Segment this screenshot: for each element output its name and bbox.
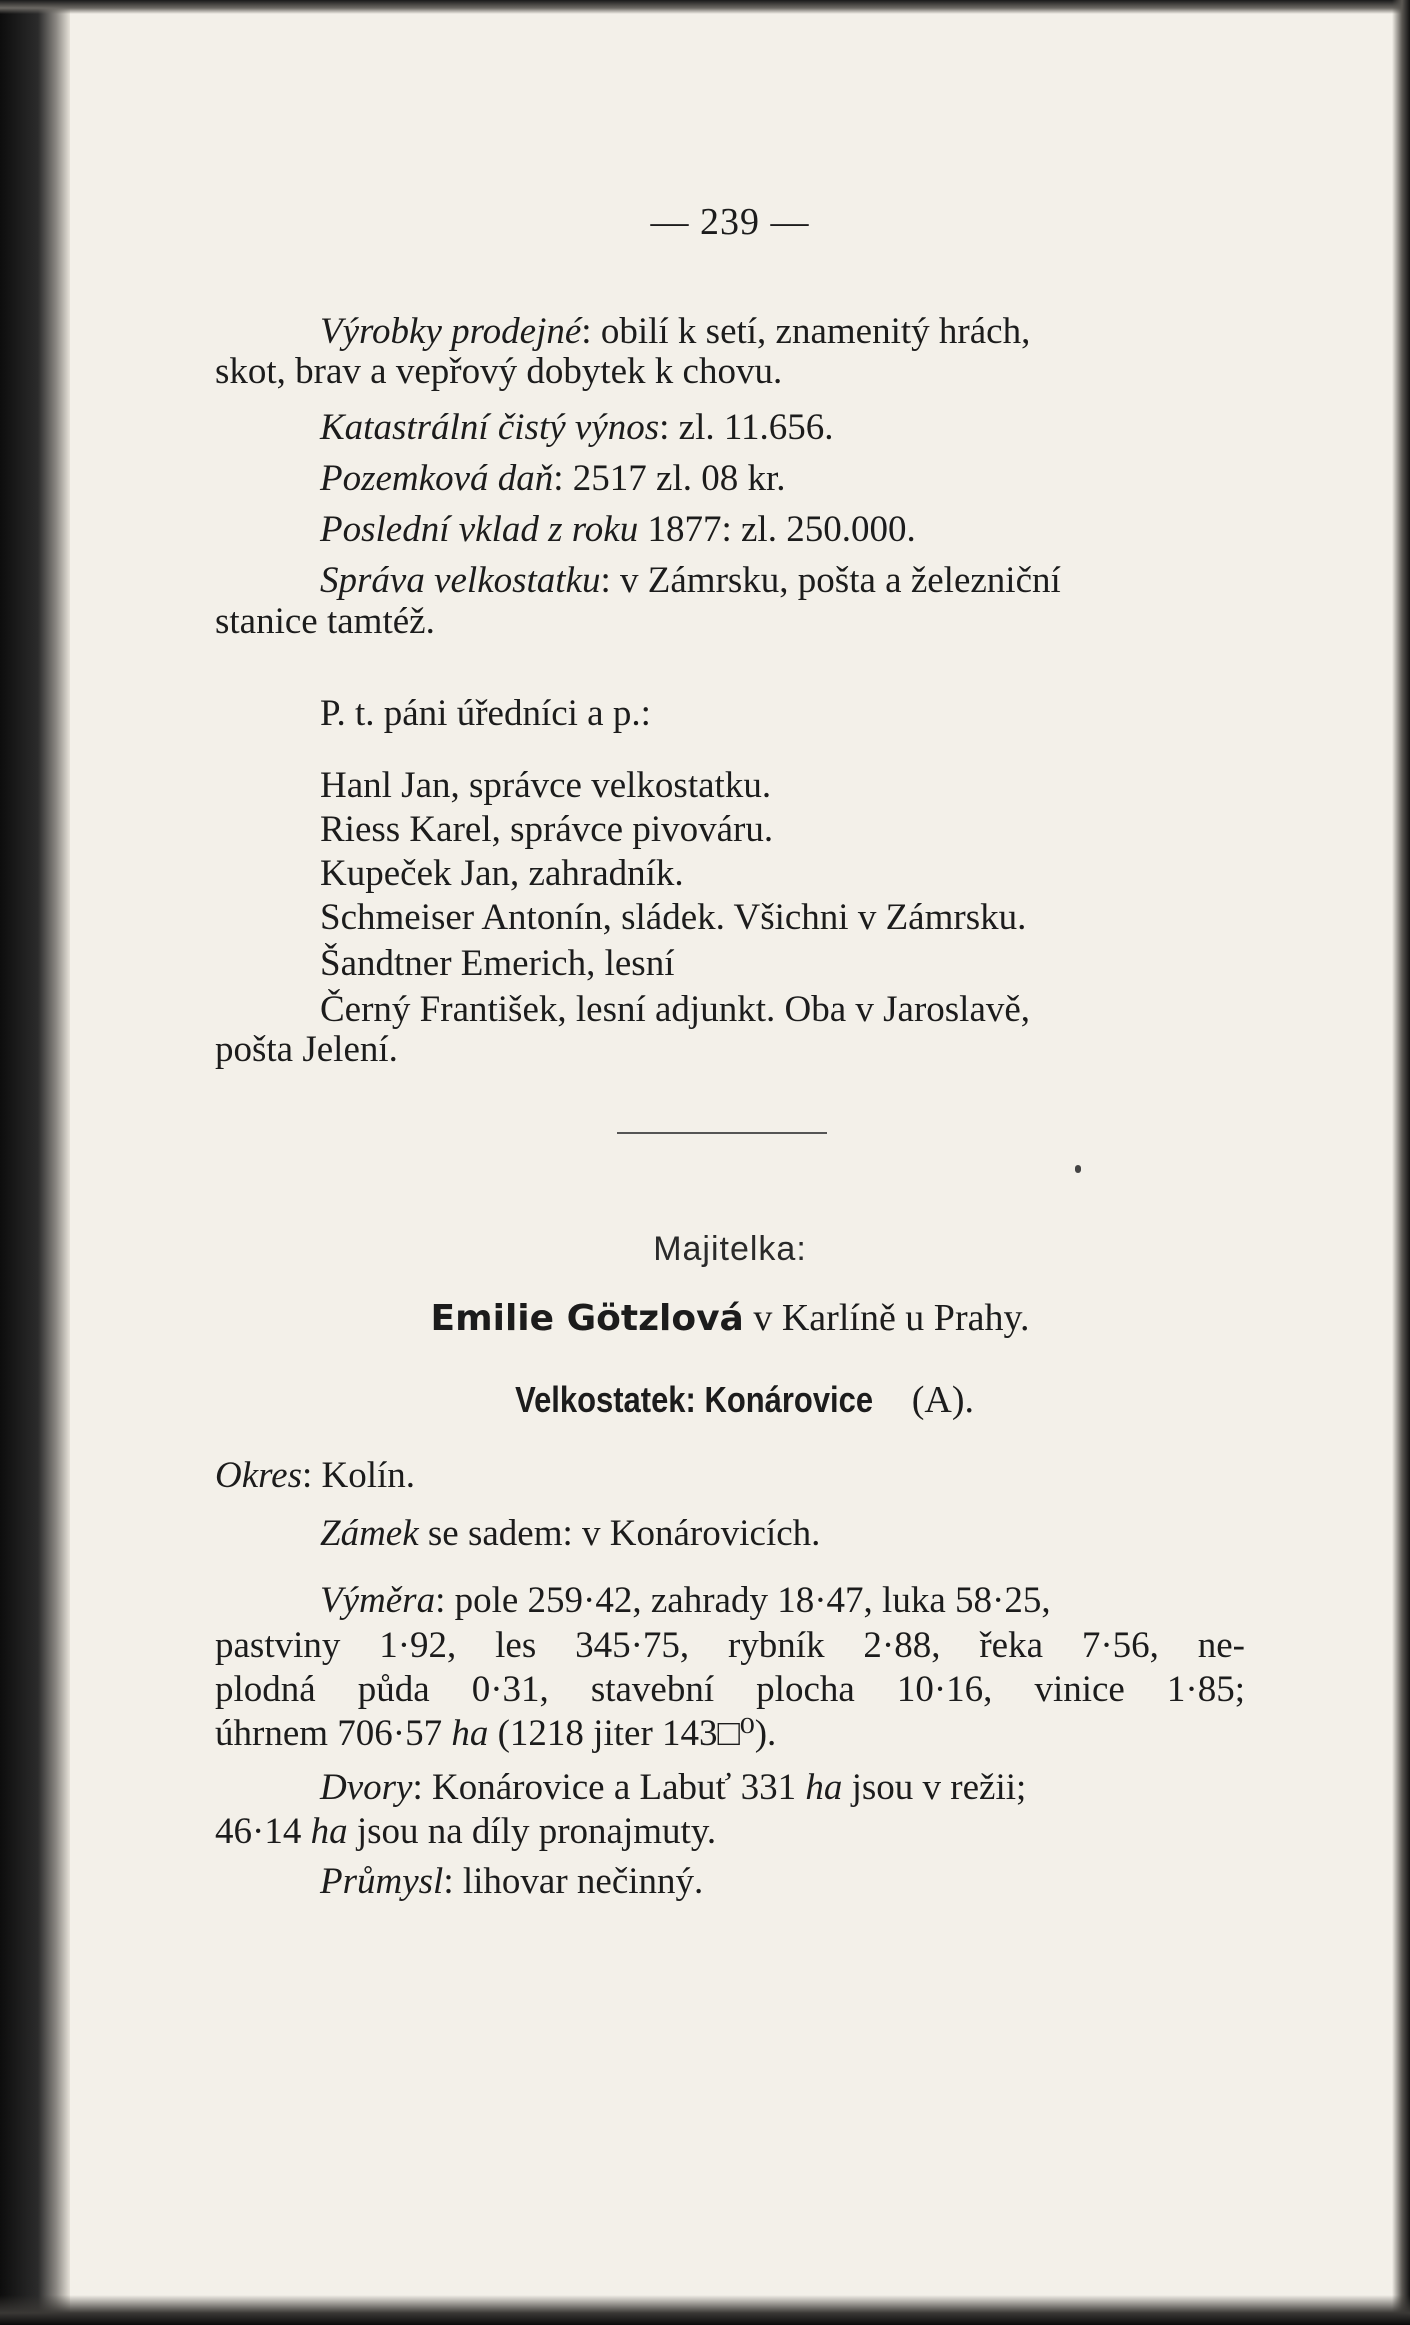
official-entry: pošta Jelení. bbox=[215, 1029, 398, 1070]
land-tax-text: : 2517 zl. 08 kr. bbox=[553, 458, 786, 499]
chateau-line bbox=[320, 1510, 820, 1558]
area-label: Výměra bbox=[320, 1580, 436, 1621]
farmyards-line-1 bbox=[320, 1764, 1026, 1812]
owner-label: Majitelka: bbox=[653, 1230, 807, 1268]
farmyards-text-1: : Konárovice a Labuť 331 bbox=[412, 1767, 806, 1808]
administration-text: : v Zámrsku, pošta a železniční bbox=[600, 560, 1061, 601]
district-label: Okres bbox=[215, 1455, 302, 1496]
products-line-2: skot, brav a vepřový dobytek k chovu. bbox=[215, 351, 783, 392]
farmyards-text-4: jsou na díly pronajmuty. bbox=[347, 1811, 717, 1852]
estate-line bbox=[215, 1378, 1245, 1422]
chateau-label: Zámek bbox=[320, 1513, 419, 1554]
area-line-1 bbox=[320, 1577, 1051, 1625]
last-deposit-label: Poslední vklad z roku bbox=[320, 509, 639, 550]
cadastral-yield-line bbox=[320, 404, 834, 452]
farmyards-line-2 bbox=[215, 1808, 716, 1856]
area-line-3: plodná půda 0·31, stavební plocha 10·16, vinice 1·85; bbox=[215, 1669, 1245, 1710]
page-content bbox=[215, 0, 1245, 2325]
owner-name: Emilie Götzlová bbox=[430, 1298, 744, 1339]
cadastral-yield-text: : zl. 11.656. bbox=[659, 407, 834, 448]
official-entry: Šandtner Emerich, lesní bbox=[320, 943, 675, 984]
farmyards-text-3: 46·14 bbox=[215, 1811, 311, 1852]
hectare-unit: ha bbox=[310, 1811, 348, 1852]
chateau-text: se sadem: v Konárovicích. bbox=[418, 1513, 821, 1554]
farmyards-text-2: jsou v režii; bbox=[842, 1767, 1027, 1808]
industry-line bbox=[320, 1858, 703, 1906]
industry-text: : lihovar nečinný. bbox=[443, 1861, 704, 1902]
section-divider bbox=[617, 1132, 827, 1134]
hectare-unit: ha bbox=[805, 1767, 843, 1808]
ink-speck bbox=[1075, 1165, 1081, 1173]
estate-label: Velkostatek: bbox=[515, 1379, 696, 1420]
estate-suffix: (A). bbox=[902, 1379, 974, 1421]
land-tax-label: Pozemková daň bbox=[320, 458, 554, 499]
last-deposit-text: 1877: zl. 250.000. bbox=[638, 509, 916, 550]
area-total: úhrnem 706·57 bbox=[215, 1713, 452, 1754]
last-deposit-line bbox=[320, 506, 916, 554]
official-entry: Schmeiser Antonín, sládek. Všichni v Zámrsku. bbox=[320, 897, 1027, 938]
cadastral-yield-label: Katastrální čistý výnos bbox=[320, 407, 660, 448]
official-entry: Černý František, lesní adjunkt. Oba v Jaroslavě, bbox=[320, 989, 1031, 1030]
land-tax-line bbox=[320, 455, 786, 503]
official-entry: Kupeček Jan, zahradník. bbox=[320, 853, 684, 894]
area-line-2: pastviny 1·92, les 345·75, rybník 2·88, řeka 7·56, ne- bbox=[215, 1625, 1245, 1666]
district-text: : Kolín. bbox=[302, 1455, 416, 1496]
estate-title bbox=[515, 1379, 873, 1421]
farmyards-label: Dvory bbox=[320, 1767, 413, 1808]
owner-line bbox=[215, 1296, 1245, 1340]
hectare-unit: ha bbox=[451, 1713, 489, 1754]
industry-label: Průmysl bbox=[320, 1861, 444, 1902]
page-right-edge bbox=[1392, 0, 1410, 2325]
estate-name: Konárovice bbox=[704, 1379, 874, 1420]
owner-residence: v Karlíně u Prahy. bbox=[743, 1297, 1030, 1339]
administration-line-2: stanice tamtéž. bbox=[215, 601, 435, 642]
products-label: Výrobky prodejné bbox=[320, 311, 582, 352]
page-number: — 239 — bbox=[650, 201, 810, 243]
area-text-1: : pole 259·42, zahrady 18·47, luka 58·25, bbox=[435, 1580, 1051, 1621]
products-text: : obilí k setí, znamenitý hrách, bbox=[581, 311, 1031, 352]
official-entry: Riess Karel, správce pivováru. bbox=[320, 809, 774, 850]
page-gutter-shadow bbox=[0, 0, 70, 2325]
area-line-4 bbox=[215, 1710, 776, 1758]
officials-intro: P. t. páni úředníci a p.: bbox=[320, 693, 651, 734]
district-line bbox=[215, 1452, 415, 1500]
area-total-rest: (1218 jiter 143□⁰). bbox=[488, 1713, 777, 1754]
administration-label: Správa velkostatku bbox=[320, 560, 601, 601]
official-entry: Hanl Jan, správce velkostatku. bbox=[320, 765, 772, 806]
